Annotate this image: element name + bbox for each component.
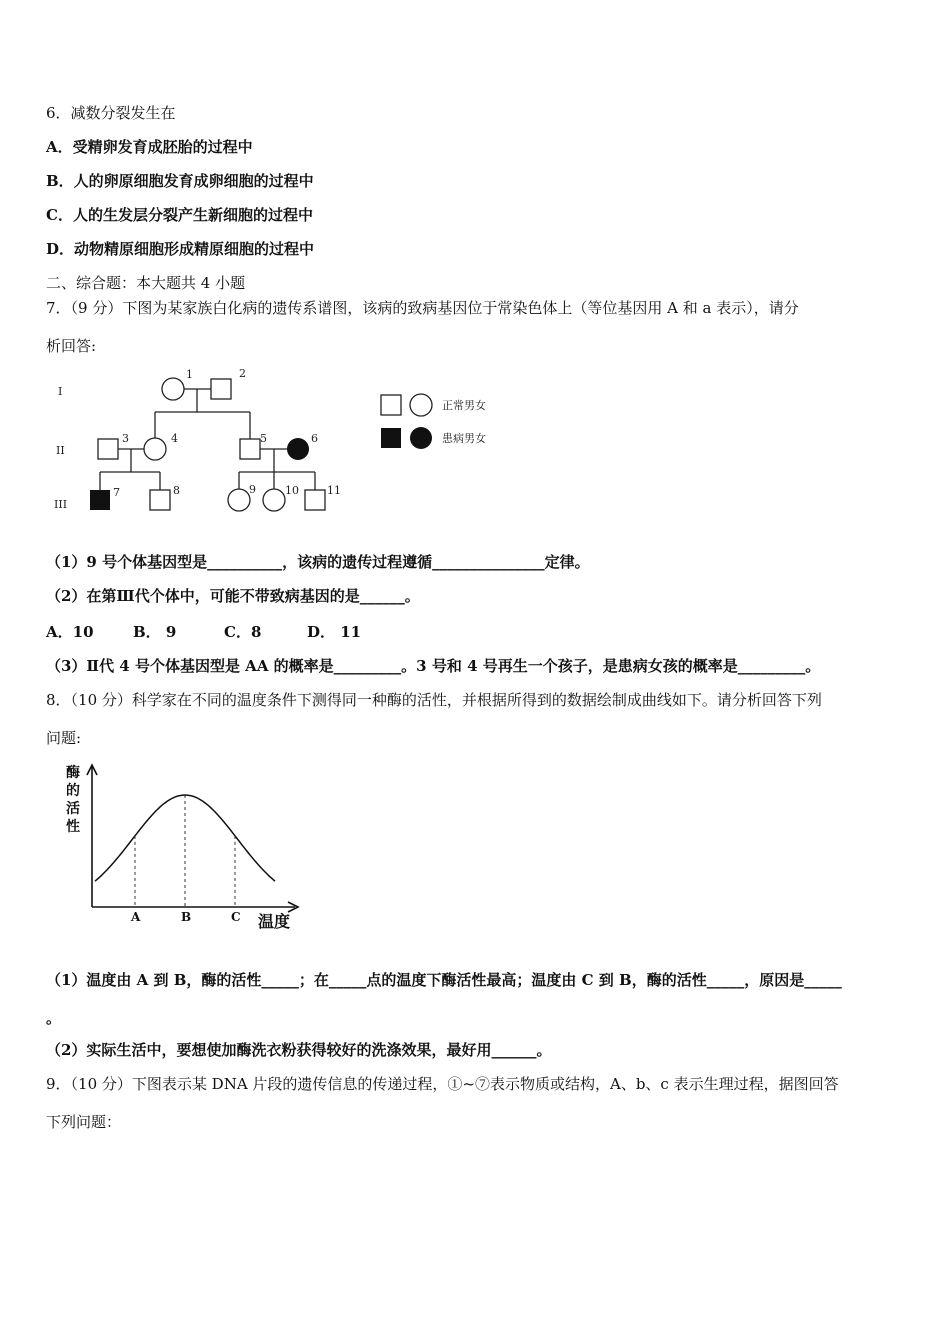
q7-sub2-option-b: B． 9 xyxy=(133,623,177,641)
pedigree-individual-10 xyxy=(263,489,285,511)
x-tick-A: A xyxy=(131,910,141,924)
q7-sub2: （2）在第Ⅲ代个体中，可能不带致病基因的是______。 xyxy=(46,587,420,605)
label-1: 1 xyxy=(186,368,193,381)
q7-stem-line2: 析回答: xyxy=(46,337,97,355)
pedigree-individual-1 xyxy=(162,378,184,400)
q7-sub2-option-d: D． 11 xyxy=(307,623,362,641)
pedigree-individual-11 xyxy=(305,490,325,510)
ylabel-char-4: 性 xyxy=(66,819,80,835)
pedigree-individual-8 xyxy=(150,490,170,510)
q7-stem-line1: 7．（9 分）下图为某家族白化病的遗传系谱图，该病的致病基因位于常染色体上（等位基因用 A 和 a 表示），请分 xyxy=(46,299,799,317)
x-axis-label: 温度 xyxy=(258,912,291,931)
label-3: 3 xyxy=(122,432,129,445)
label-10: 10 xyxy=(285,484,299,497)
label-5: 5 xyxy=(260,432,267,445)
legend-normal-female-icon xyxy=(410,394,432,416)
ylabel-char-1: 酶 xyxy=(66,765,80,781)
q8-sub2: （2）实际生活中，要想使加酶洗衣粉获得较好的洗涤效果，最好用______。 xyxy=(46,1041,552,1059)
label-6: 6 xyxy=(311,432,318,445)
q7-sub2-option-a: A．10 xyxy=(46,623,94,641)
q8-sub1-line2: 。 xyxy=(46,1009,62,1027)
pedigree-individual-3 xyxy=(98,439,118,459)
pedigree-individual-7 xyxy=(90,490,110,510)
legend-affected-label: 患病男女 xyxy=(442,432,486,445)
legend-affected-female-icon xyxy=(410,427,432,449)
generation-label-1: I xyxy=(58,385,63,398)
legend-normal-label: 正常男女 xyxy=(442,399,486,412)
pedigree-individual-2 xyxy=(211,379,231,399)
generation-label-3: III xyxy=(54,498,68,511)
label-8: 8 xyxy=(173,484,180,497)
q7-sub1: （1）9 号个体基因型是__________，该病的遗传过程遵循_______________定律。 xyxy=(46,553,590,571)
q6-option-a: A．受精卵发育成胚胎的过程中 xyxy=(46,138,253,156)
q9-stem-line1: 9．（10 分）下图表示某 DNA 片段的遗传信息的传递过程，①~⑦表示物质或结构，A、b、c 表示生理过程，据图回答 xyxy=(46,1075,839,1093)
label-9: 9 xyxy=(249,483,256,496)
q7-sub2-option-c: C．8 xyxy=(224,623,262,641)
pedigree-individual-9 xyxy=(228,489,250,511)
pedigree-individual-5 xyxy=(240,439,260,459)
ylabel-char-2: 的 xyxy=(66,783,80,799)
legend-normal-male-icon xyxy=(381,395,401,415)
q8-stem-line2: 问题: xyxy=(46,729,82,747)
section-title: 二、综合题：本大题共 4 小题 xyxy=(46,274,246,292)
q6-option-d: D．动物精原细胞形成精原细胞的过程中 xyxy=(46,240,315,258)
ylabel-char-3: 活 xyxy=(66,801,80,817)
label-7: 7 xyxy=(113,486,120,499)
q6-option-c: C．人的生发层分裂产生新细胞的过程中 xyxy=(46,206,313,224)
q7-sub3: （3）Ⅱ代 4 号个体基因型是 AA 的概率是_________。3 号和 4 号再生一个孩子，是患病女孩的概率是_________。 xyxy=(46,657,821,675)
q9-stem-line2: 下列问题： xyxy=(46,1113,122,1131)
x-tick-B: B xyxy=(181,910,192,924)
q6-stem: 6．减数分裂发生在 xyxy=(46,104,176,122)
q8-stem-line1: 8．（10 分）科学家在不同的温度条件下测得同一种酶的活性，并根据所得到的数据绘制成曲线如下。请分析回答下列 xyxy=(46,691,822,709)
label-11: 11 xyxy=(327,484,341,497)
pedigree-individual-4 xyxy=(144,438,166,460)
x-tick-C: C xyxy=(231,910,241,924)
generation-label-2: II xyxy=(56,444,65,457)
label-2: 2 xyxy=(239,367,246,380)
pedigree-individual-6 xyxy=(287,438,309,460)
legend-affected-male-icon xyxy=(381,428,401,448)
pedigree-chart xyxy=(40,362,510,522)
q6-option-b: B．人的卵原细胞发育成卵细胞的过程中 xyxy=(46,172,314,190)
label-4: 4 xyxy=(171,432,178,445)
q8-sub1-line1: （1）温度由 A 到 B，酶的活性_____；在_____点的温度下酶活性最高；温度由 C 到 B，酶的活性_____，原因是_____ xyxy=(46,971,842,989)
enzyme-activity-chart xyxy=(55,755,315,935)
